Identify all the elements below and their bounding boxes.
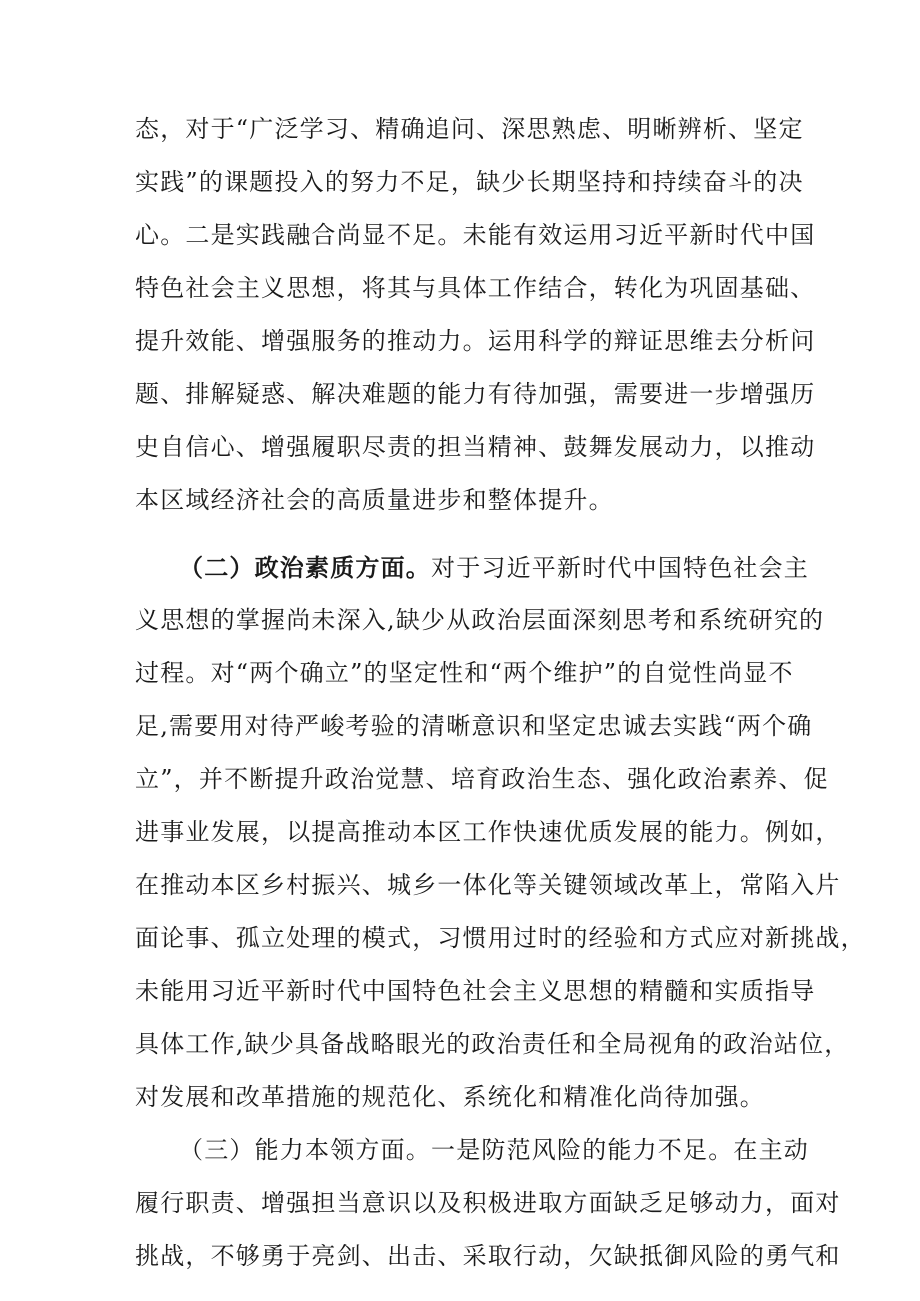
text-line: 提升效能、增强服务的推动力。运用科学的辩证思维去分析问 bbox=[135, 327, 816, 355]
section-heading: （二）政治素质方面。 bbox=[179, 553, 431, 582]
text-line: 在推动本区乡村振兴、城乡一体化等关键领域改革上，常陷入片 bbox=[135, 871, 841, 899]
text-line: 未能用习近平新时代中国特色社会主义思想的精髓和实质指导 bbox=[135, 977, 816, 1005]
text-line: 履行职责、增强担当意识以及积极进取方面缺乏足够动力，面对 bbox=[135, 1189, 841, 1217]
text-line: 对发展和改革措施的规范化、系统化和精准化尚待加强。 bbox=[135, 1083, 765, 1111]
text-line: 本区域经济社会的高质量进步和整体提升。 bbox=[135, 486, 614, 514]
text-line: 特色社会主义思想，将其与具体工作结合，转化为巩固基础、 bbox=[135, 274, 816, 302]
text-span: 对于习近平新时代中国特色社会主 bbox=[431, 554, 809, 582]
text-line: （三）能力本领方面。一是防范风险的能力不足。在主动 bbox=[179, 1136, 809, 1164]
text-line: 史自信心、增强履职尽责的担当精神、鼓舞发展动力，以推动 bbox=[135, 433, 816, 461]
paragraph-ability bbox=[135, 1124, 841, 1283]
text-line: 义思想的掌握尚未深入,缺少从政治层面深刻思考和系统研究的 bbox=[135, 606, 825, 634]
paragraph-continued bbox=[135, 103, 816, 527]
text-line: 面论事、孤立处理的模式，习惯用过时的经验和方式应对新挑战， bbox=[135, 924, 866, 952]
paragraph-gap bbox=[135, 527, 785, 541]
text-line: 题、排解疑惑、解决难题的能力有待加强，需要进一步增强历 bbox=[135, 380, 816, 408]
paragraph-political-quality bbox=[135, 541, 866, 1124]
text-line: 实践”的课题投入的努力不足，缺少长期坚持和持续奋斗的决 bbox=[135, 168, 804, 196]
text-line: 态，对于“广泛学习、精确追问、深思熟虑、明晰辨析、坚定 bbox=[135, 115, 804, 143]
text-line bbox=[135, 541, 809, 594]
text-line: 立”，并不断提升政治觉慧、培育政治生态、强化政治素养、促 bbox=[135, 765, 829, 793]
text-line: 心。二是实践融合尚显不足。未能有效运用习近平新时代中国 bbox=[135, 221, 816, 249]
text-line: 进事业发展，以提高推动本区工作快速优质发展的能力。例如， bbox=[135, 818, 841, 846]
document-body bbox=[135, 103, 866, 1283]
text-line: 挑战，不够勇于亮剑、出击、采取行动，欠缺抵御风险的勇气和 bbox=[135, 1242, 841, 1270]
text-line: 过程。对“两个确立”的坚定性和“两个维护”的自觉性尚显不 bbox=[135, 659, 794, 687]
text-line: 足,需要用对待严峻考验的清晰意识和坚定忠诚去实践“两个确 bbox=[135, 712, 813, 740]
text-line: 具体工作,缺少具备战略眼光的政治责任和全局视角的政治站位， bbox=[135, 1030, 850, 1058]
